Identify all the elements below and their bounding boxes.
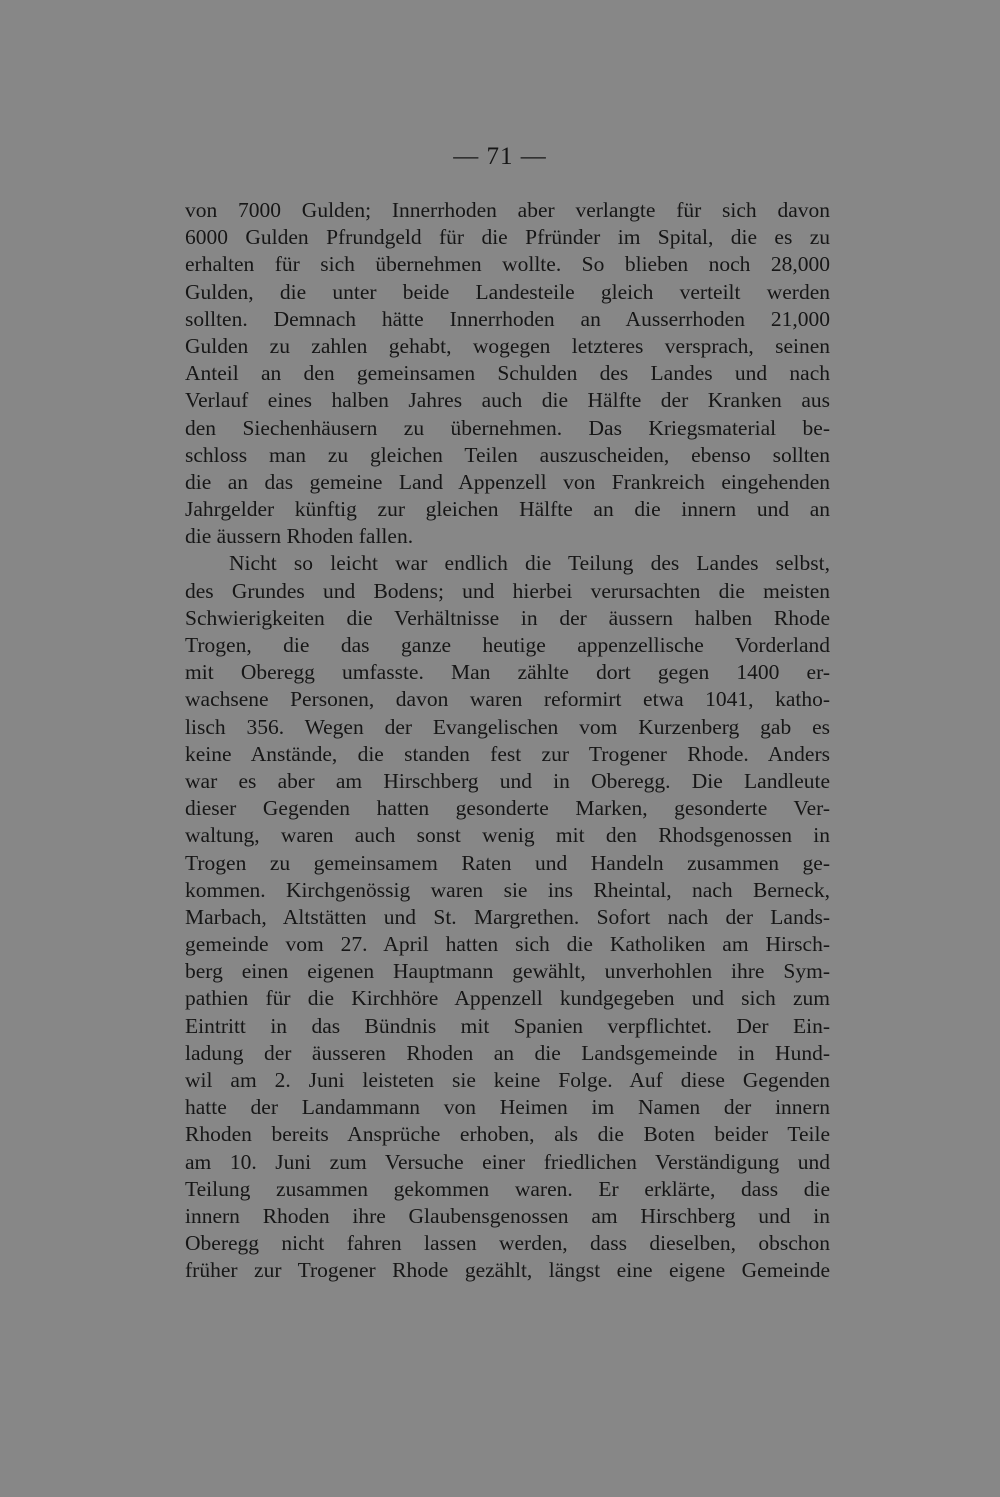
text-line: den Siechenhäusern zu übernehmen. Das Kriegsmaterial be- — [185, 415, 830, 440]
text-line: Anteil an den gemeinsamen Schulden des Landes und nach — [185, 361, 830, 386]
text-line: Marbach, Altstätten und St. Margrethen. Sofort nach der Lands- — [185, 904, 830, 929]
text-line: 6000 Gulden Pfrundgeld für die Pfründer im Spital, die es zu — [185, 225, 830, 250]
text-line: keine Anstände, die standen fest zur Trogener Rhode. Anders — [185, 741, 830, 766]
body-text — [185, 197, 830, 1285]
paragraph — [185, 197, 830, 550]
text-line: war es aber am Hirschberg und in Oberegg. Die Landleute — [185, 768, 830, 793]
paragraph — [185, 550, 830, 1284]
text-line: von 7000 Gulden; Innerrhoden aber verlangte für sich davon — [185, 198, 830, 222]
text-line: hatte der Landammann von Heimen im Namen der innern — [185, 1095, 830, 1120]
text-line: waltung, waren auch sonst wenig mit den Rhodsgenossen in — [185, 823, 830, 848]
text-line: Nicht so leicht war endlich die Teilung des Landes selbst, — [229, 551, 830, 576]
text-line: Jahrgelder künftig zur gleichen Hälfte an die innern und an — [185, 497, 830, 522]
text-line: die äussern Rhoden fallen. — [185, 524, 414, 549]
text-line: innern Rhoden ihre Glaubensgenossen am Hirschberg und in — [185, 1203, 830, 1228]
text-line: gemeinde vom 27. April hatten sich die Katholiken am Hirsch- — [185, 932, 830, 957]
text-line: Trogen zu gemeinsamem Raten und Handeln zusammen ge- — [185, 850, 830, 875]
text-line: Rhoden bereits Ansprüche erhoben, als die Boten beider Teile — [185, 1122, 830, 1147]
text-line: ladung der äusseren Rhoden an die Landsgemeinde in Hund- — [185, 1040, 830, 1065]
text-line: wil am 2. Juni leisteten sie keine Folge. Auf diese Gegenden — [185, 1068, 830, 1092]
text-line: Teilung zusammen gekommen waren. Er erklärte, dass die — [185, 1176, 830, 1201]
text-line: lisch 356. Wegen der Evangelischen vom Kurzenberg gab es — [185, 714, 830, 739]
text-line: dieser Gegenden hatten gesonderte Marken, gesonderte Ver- — [185, 796, 830, 821]
text-line: Schwierigkeiten die Verhältnisse in der äussern halben Rhode — [185, 605, 830, 630]
text-line: Oberegg nicht fahren lassen werden, dass dieselben, obschon — [185, 1231, 830, 1256]
text-line: Trogen, die das ganze heutige appenzellische Vorderland — [185, 633, 830, 657]
page-number: — 71 — — [453, 143, 547, 170]
text-line: Verlauf eines halben Jahres auch die Hälfte der Kranken aus — [185, 388, 830, 413]
text-line: am 10. Juni zum Versuche einer friedlichen Verständigung und — [185, 1149, 830, 1174]
text-line: pathien für die Kirchhöre Appenzell kundgegeben und sich zum — [185, 986, 830, 1011]
text-line: erhalten für sich übernehmen wollte. So blieben noch 28,000 — [185, 252, 830, 277]
text-line: mit Oberegg umfasste. Man zählte dort gegen 1400 er- — [185, 660, 830, 685]
text-line: wachsene Personen, davon waren reformirt etwa 1041, katho- — [185, 687, 830, 712]
text-line: schloss man zu gleichen Teilen auszuscheiden, ebenso sollten — [185, 442, 830, 467]
text-line: Gulden, die unter beide Landesteile gleich verteilt werden — [185, 279, 830, 304]
text-line: früher zur Trogener Rhode gezählt, längst eine eigene Gemeinde — [185, 1258, 830, 1283]
text-line: die an das gemeine Land Appenzell von Frankreich eingehenden — [185, 469, 830, 494]
text-line: Eintritt in das Bündnis mit Spanien verpflichtet. Der Ein- — [185, 1013, 830, 1038]
text-line: berg einen eigenen Hauptmann gewählt, unverhohlen ihre Sym- — [185, 959, 830, 984]
text-line: sollten. Demnach hätte Innerrhoden an Ausserrhoden 21,000 — [185, 306, 830, 331]
text-line: des Grundes und Bodens; und hierbei verursachten die meisten — [185, 578, 830, 603]
text-line: Gulden zu zahlen gehabt, wogegen letzteres versprach, seinen — [185, 333, 830, 358]
text-line: kommen. Kirchgenössig waren sie ins Rheintal, nach Berneck, — [185, 877, 830, 902]
